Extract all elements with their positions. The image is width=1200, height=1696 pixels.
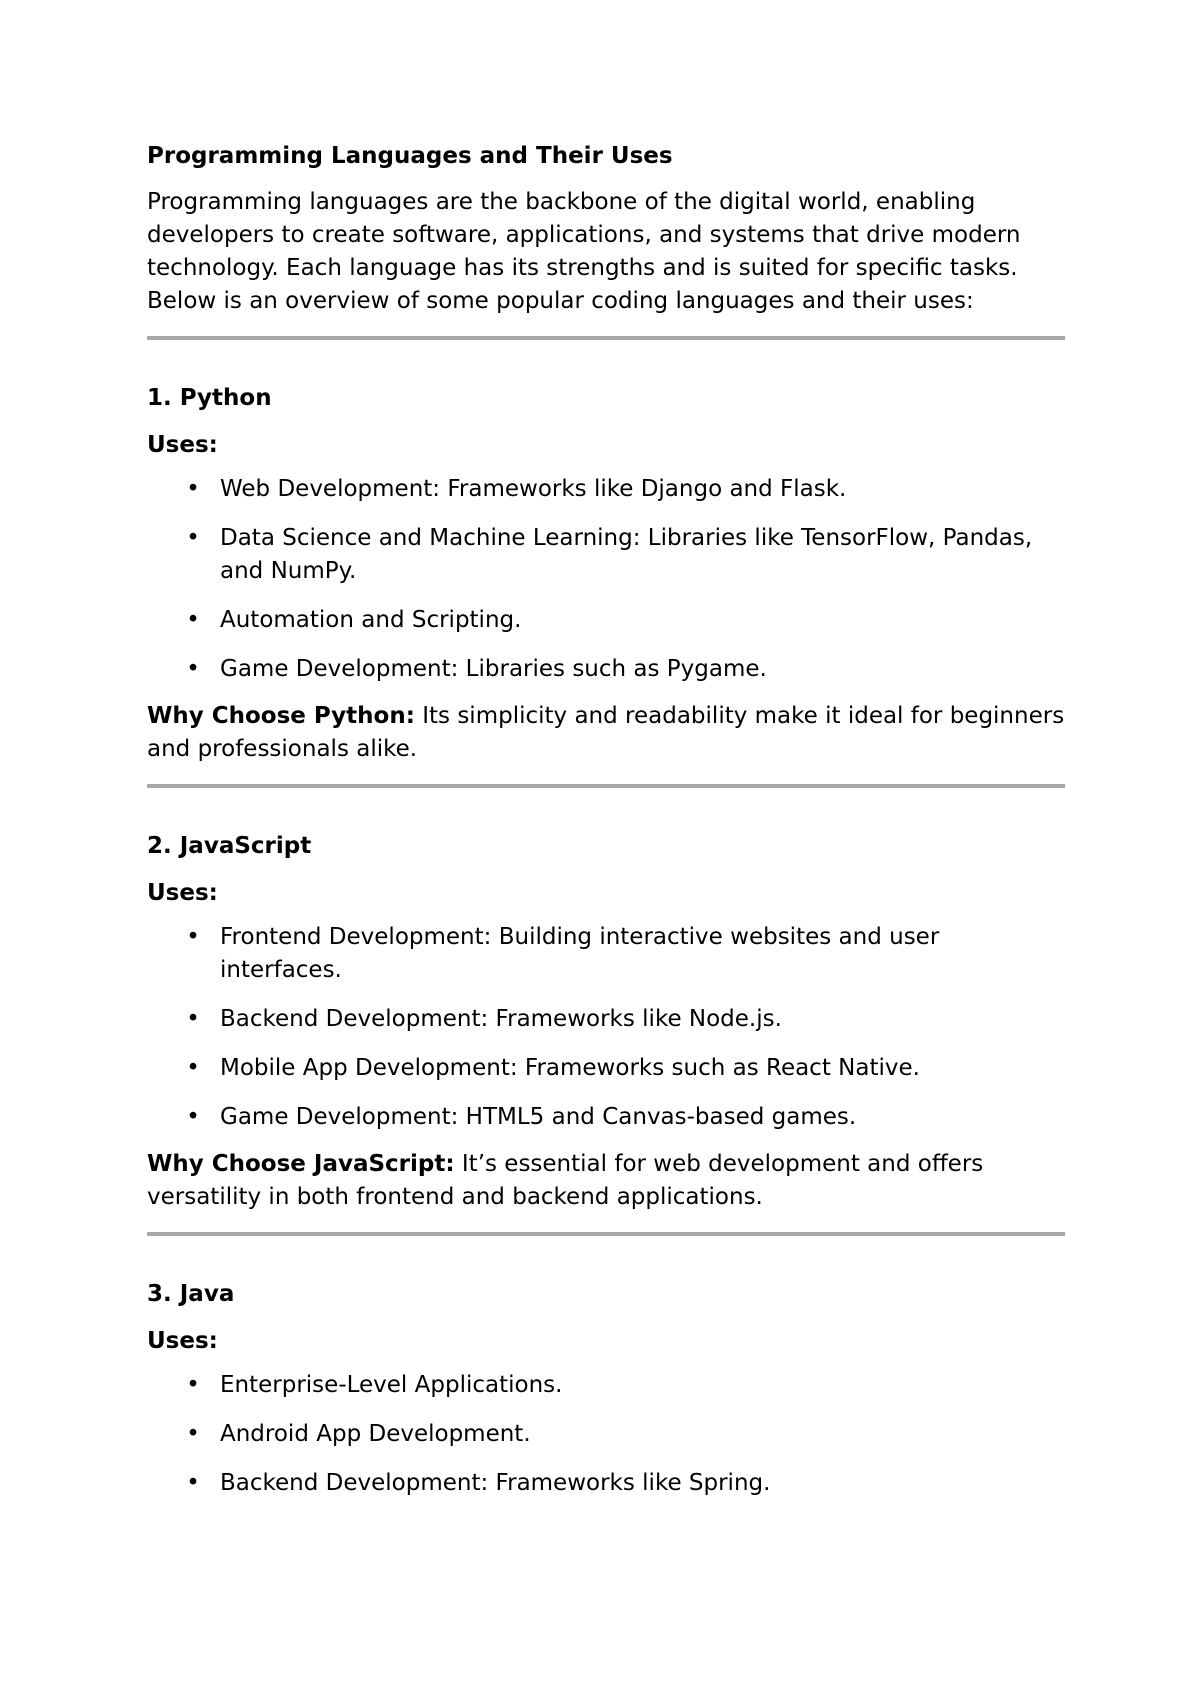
- section-heading: 1. Python: [147, 385, 272, 411]
- list-item: [147, 522, 1067, 588]
- section-divider: [147, 1232, 1065, 1236]
- list-item-text: Game Development: Libraries such as Pygame.: [220, 656, 767, 682]
- list-item: [147, 921, 1067, 987]
- uses-list: [147, 921, 1067, 1134]
- section-javascript: [147, 830, 1067, 1236]
- bullet-icon: •: [186, 1006, 200, 1032]
- uses-list: [147, 1369, 1067, 1500]
- section-divider: [147, 784, 1065, 788]
- why-choose-label: Why Choose JavaScript:: [147, 1151, 455, 1177]
- list-item-text: Automation and Scripting.: [220, 607, 522, 633]
- why-choose-text: Its simplicity and readability make it ideal for beginners and professionals alike.: [147, 703, 1065, 762]
- section-divider: [147, 336, 1065, 340]
- bullet-icon: •: [186, 656, 200, 682]
- bullet-icon: •: [186, 1055, 200, 1081]
- uses-label: Uses:: [147, 432, 218, 458]
- uses-list: [147, 473, 1067, 686]
- list-item-text: Backend Development: Frameworks like Node.js.: [220, 1006, 782, 1032]
- document-title: Programming Languages and Their Uses: [147, 143, 673, 169]
- document-page: [147, 140, 1067, 1516]
- list-item-text: Web Development: Frameworks like Django and Flask.: [220, 476, 847, 502]
- list-item-text: Enterprise-Level Applications.: [220, 1372, 563, 1398]
- list-item: [147, 1467, 1067, 1500]
- list-item: [147, 1052, 1067, 1085]
- section-heading: 2. JavaScript: [147, 833, 312, 859]
- list-item-text: Game Development: HTML5 and Canvas-based games.: [220, 1104, 857, 1130]
- list-item-text: Frontend Development: Building interactive websites and user interfaces.: [220, 924, 940, 983]
- why-choose-label: Why Choose Python:: [147, 703, 415, 729]
- list-item: [147, 604, 1067, 637]
- list-item-text: Data Science and Machine Learning: Libraries like TensorFlow, Pandas, and NumPy.: [220, 525, 1033, 584]
- bullet-icon: •: [186, 476, 200, 502]
- list-item: [147, 473, 1067, 506]
- list-item: [147, 1003, 1067, 1036]
- list-item-text: Backend Development: Frameworks like Spring.: [220, 1470, 771, 1496]
- intro-paragraph: Programming languages are the backbone of the digital world, enabling developers to create software, applications, and systems that drive modern technology. Each language has its strengths and is suited for specific tasks. Below is an overview of some popular coding languages and their uses:: [147, 189, 1021, 314]
- bullet-icon: •: [186, 607, 200, 633]
- why-choose-text: It’s essential for web development and offers versatility in both frontend and backend applications.: [147, 1151, 984, 1210]
- list-item: [147, 1418, 1067, 1451]
- section-java: [147, 1278, 1067, 1500]
- uses-label: Uses:: [147, 1328, 218, 1354]
- bullet-icon: •: [186, 924, 200, 950]
- list-item: [147, 1369, 1067, 1402]
- bullet-icon: •: [186, 1104, 200, 1130]
- bullet-icon: •: [186, 1421, 200, 1447]
- list-item: [147, 1101, 1067, 1134]
- uses-label: Uses:: [147, 880, 218, 906]
- bullet-icon: •: [186, 1372, 200, 1398]
- bullet-icon: •: [186, 1470, 200, 1496]
- bullet-icon: •: [186, 525, 200, 551]
- why-choose-paragraph: [147, 1148, 1067, 1214]
- list-item: [147, 653, 1067, 686]
- section-python: [147, 382, 1067, 788]
- list-item-text: Android App Development.: [220, 1421, 531, 1447]
- why-choose-paragraph: [147, 700, 1067, 766]
- list-item-text: Mobile App Development: Frameworks such as React Native.: [220, 1055, 920, 1081]
- section-heading: 3. Java: [147, 1281, 235, 1307]
